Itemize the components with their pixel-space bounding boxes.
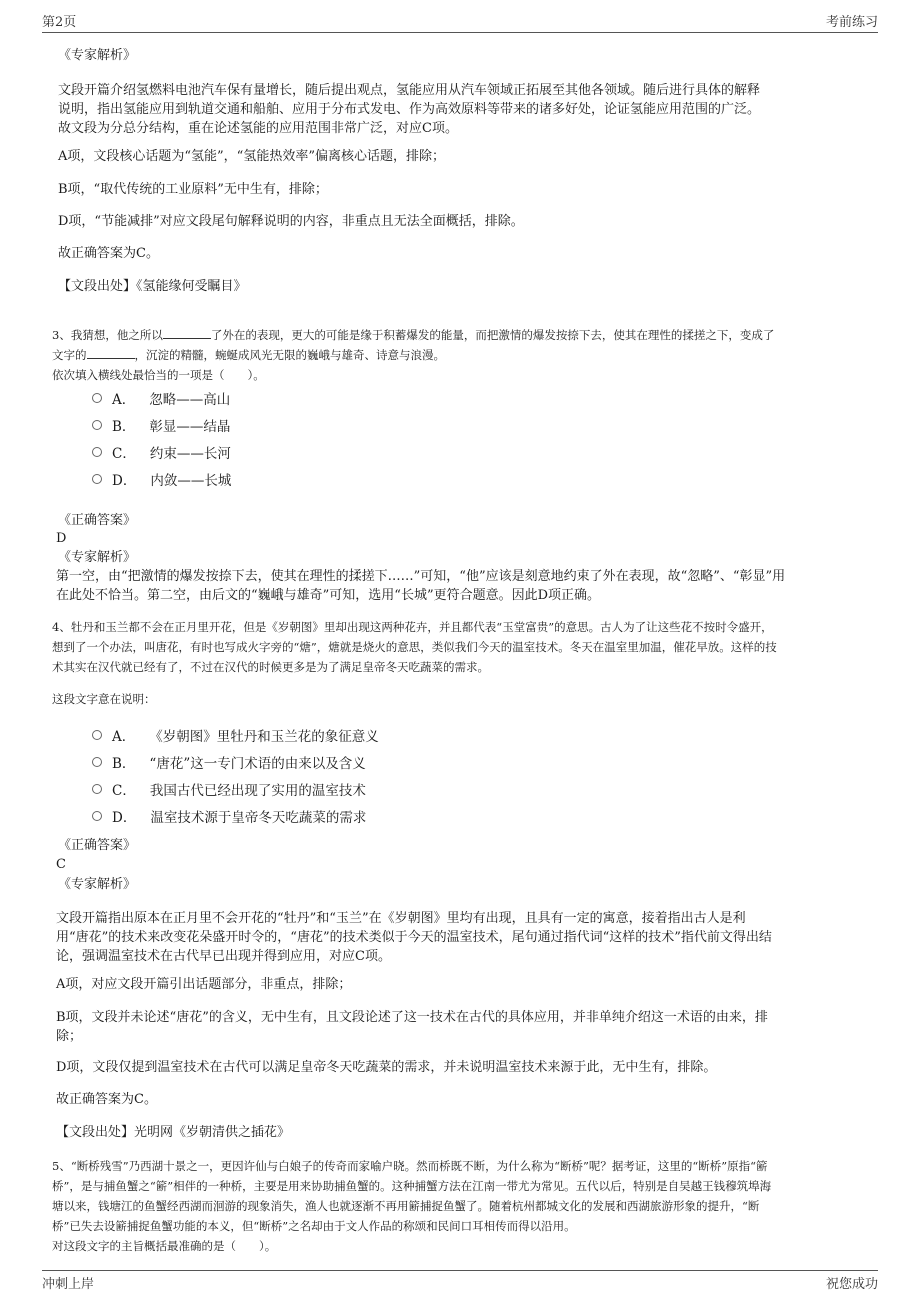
radio-icon[interactable] — [92, 420, 102, 430]
q3-analysis-line: 在此处不恰当。第二空，由后文的“巍峨与雄奇”可知，选用“长城”更符合题意。因此D项正确。 — [56, 588, 601, 603]
q3-stem — [52, 325, 882, 385]
option-text: 我国古代已经出现了实用的温室技术 — [149, 783, 366, 799]
q4-item-a: A项，对应文段开篇引出话题部分，非重点，排除； — [56, 977, 352, 992]
footer-divider — [42, 1270, 878, 1271]
option-text: 温室技术源于皇帝冬天吃蔬菜的需求 — [150, 810, 367, 826]
q3-answer: D — [56, 531, 67, 546]
q4-answer-label: 《正确答案》 — [58, 838, 137, 853]
q3-answer-label: 《正确答案》 — [58, 513, 137, 528]
q3-analysis — [56, 567, 878, 605]
q4-option-c[interactable] — [92, 779, 366, 799]
q2-analysis-line: 文段开篇介绍氢燃料电池汽车保有量增长，随后提出观点，氢能应用从汽车领域正拓展至其他各领域。随后进行具体的解释 — [58, 83, 761, 98]
page-number: 第2页 — [42, 15, 77, 30]
q2-conclusion: 故正确答案为C。 — [58, 246, 159, 261]
q3-stem-text: ，沉淀的精髓，蜿蜒成风光无限的巍峨与雄奇、诗意与浪漫。 — [134, 348, 445, 362]
q3-analysis-line: 第一空，由“把激情的爆发按捺下去，使其在理性的揉搓下……”可知，“他”应该是刻意地约束了外在表现，故“忽略”、“彰显”用 — [56, 569, 786, 584]
q3-stem-text: 文字的 — [52, 348, 87, 362]
q5-stem — [52, 1156, 882, 1256]
header-divider — [42, 32, 878, 33]
q4-expert-label: 《专家解析》 — [58, 877, 137, 892]
q3-stem-line2 — [52, 345, 882, 365]
option-letter: A． — [112, 729, 136, 745]
radio-icon[interactable] — [92, 784, 102, 794]
q3-option-c[interactable] — [92, 442, 231, 462]
radio-icon[interactable] — [92, 811, 102, 821]
q4-option-b[interactable] — [92, 752, 366, 772]
q4-analysis-line: 文段开篇指出原本在正月里不会开花的“牡丹”和“玉兰”在《岁朝图》里均有出现，且具有一定的寓意，接着指出古人是利 — [56, 911, 746, 926]
q3-option-b[interactable] — [92, 415, 230, 435]
q4-option-a[interactable] — [92, 725, 379, 745]
q4-option-d[interactable] — [92, 806, 366, 826]
option-text: “唐花”这一专门术语的由来以及含义 — [149, 756, 366, 772]
q4-item-b-line: B项，文段并未论述“唐花”的含义，无中生有，且文段论述了这一技术在古代的具体应用，并非单纯介绍这一术语的由来，排 — [56, 1010, 768, 1025]
q4-stem — [52, 617, 882, 677]
q5-stem-line: 塘以来，钱塘江的鱼蟹经西湖而洄游的现象消失，渔人也就逐渐不再用簖捕捉鱼蟹了。随着杭州都城文化的发展和西湖旅游形象的提升，“断 — [52, 1199, 760, 1213]
q4-conclusion: 故正确答案为C。 — [56, 1092, 157, 1107]
option-letter: C． — [112, 446, 136, 462]
q2-analysis-line: 故文段为分总分结构，重在论述氢能的应用范围非常广泛，对应C项。 — [58, 121, 458, 136]
radio-icon[interactable] — [92, 474, 102, 484]
fill-blank — [87, 346, 135, 359]
option-letter: B． — [112, 419, 136, 435]
option-letter: D． — [112, 473, 137, 489]
q3-option-d[interactable] — [92, 469, 231, 489]
option-text: 忽略——高山 — [149, 392, 231, 408]
fill-blank — [163, 326, 211, 339]
q2-expert-label: 《专家解析》 — [58, 48, 137, 63]
option-text: 彰显——结晶 — [149, 419, 231, 435]
q4-item-d: D项，文段仅提到温室技术在古代可以满足皇帝冬天吃蔬菜的需求，并未说明温室技术来源于此，无中生有，排除。 — [56, 1060, 717, 1075]
q4-stem-line: 4、牡丹和玉兰都不会在正月里开花，但是《岁朝图》里却出现这两种花卉，并且都代表“玉堂富贵”的意思。古人为了让这些花不按时令盛开， — [52, 620, 773, 634]
q4-source: 【文段出处】光明网《岁朝清供之插花》 — [56, 1125, 291, 1140]
q2-analysis — [58, 81, 878, 138]
q3-stem-text: 了外在的表现，更大的可能是缘于积蓄爆发的能量，而把激情的爆发按捺下去，使其在理性的揉搓之下，变成了 — [210, 328, 775, 342]
q2-item-b: B项，“取代传统的工业原料”无中生有，排除； — [58, 182, 328, 197]
q4-analysis — [56, 909, 878, 966]
radio-icon[interactable] — [92, 730, 102, 740]
q3-stem-line1 — [52, 325, 882, 345]
q3-expert-label: 《专家解析》 — [58, 550, 137, 565]
q4-stem-line: 想到了一个办法，叫唐花，有时也写成火字旁的“煻”，煻就是烧火的意思，类似我们今天的温室技术。冬天在温室里加温，催花早放。这样的技 — [52, 640, 777, 654]
q5-stem-line: 5、“断桥残雪”乃西湖十景之一，更因许仙与白娘子的传奇而家喻户晓。然而桥既不断，为什么称为“断桥”呢？据考证，这里的“断桥”原指“簖 — [52, 1159, 768, 1173]
q4-analysis-line: 用“唐花”的技术来改变花朵盛开时令的，“唐花”的技术类似于今天的温室技术，尾句通过指代词“这样的技术”指代前文得出结 — [56, 930, 772, 945]
option-text: 《岁朝图》里牡丹和玉兰花的象征意义 — [149, 729, 379, 745]
footer-right: 祝您成功 — [825, 1277, 878, 1292]
q3-option-a[interactable] — [92, 388, 230, 408]
q5-stem-line: 桥”，是与捕鱼蟹之“簖”相伴的一种桥，主要是用来协助捕鱼蟹的。这种捕蟹方法在江南一带尤为常见。五代以后，特别是自吴越王钱穆筑埠海 — [52, 1179, 772, 1193]
option-text: 内敛——长城 — [150, 473, 232, 489]
header-tag: 考前练习 — [825, 15, 878, 30]
option-letter: A． — [112, 392, 136, 408]
option-letter: D． — [112, 810, 137, 826]
radio-icon[interactable] — [92, 393, 102, 403]
q3-stem-text: 3、我猜想，他之所以 — [52, 328, 163, 342]
q5-question: 对这段文字的主旨概括最准确的是（ ）。 — [52, 1239, 277, 1253]
footer-left: 冲刺上岸 — [42, 1277, 95, 1292]
radio-icon[interactable] — [92, 447, 102, 457]
q2-source: 【文段出处】《氢能缘何受瞩目》 — [58, 279, 247, 294]
option-letter: B． — [112, 756, 136, 772]
q4-item-b — [56, 1008, 878, 1046]
q4-answer: C — [56, 857, 66, 872]
option-letter: C． — [112, 783, 136, 799]
radio-icon[interactable] — [92, 757, 102, 767]
q2-item-d: D项，“节能减排”对应文段尾句解释说明的内容，非重点且无法全面概括，排除。 — [58, 214, 524, 229]
q4-question: 这段文字意在说明： — [52, 692, 156, 706]
q2-item-a: A项，文段核心话题为“氢能”，“氢能热效率”偏离核心话题，排除； — [58, 149, 445, 164]
option-text: 约束——长河 — [149, 446, 231, 462]
q2-analysis-line: 说明，指出氢能应用到轨道交通和船舶、应用于分布式发电、作为高效原料等带来的诸多好处，论证氢能应用范围的广泛。 — [58, 102, 761, 117]
q4-stem-line: 术其实在汉代就已经有了，不过在汉代的时候更多是为了满足皇帝冬天吃蔬菜的需求。 — [52, 660, 489, 674]
q5-stem-line: 桥”已失去设簖捕捉鱼蟹功能的本义，但“断桥”之名却由于文人作品的称颂和民间口耳相传而得以沿用。 — [52, 1219, 576, 1233]
q4-item-b-line: 除； — [56, 1029, 83, 1044]
q4-analysis-line: 论，强调温室技术在古代早已出现并得到应用，对应C项。 — [56, 949, 391, 964]
q3-question: 依次填入横线处最恰当的一项是（ ）。 — [52, 368, 265, 382]
